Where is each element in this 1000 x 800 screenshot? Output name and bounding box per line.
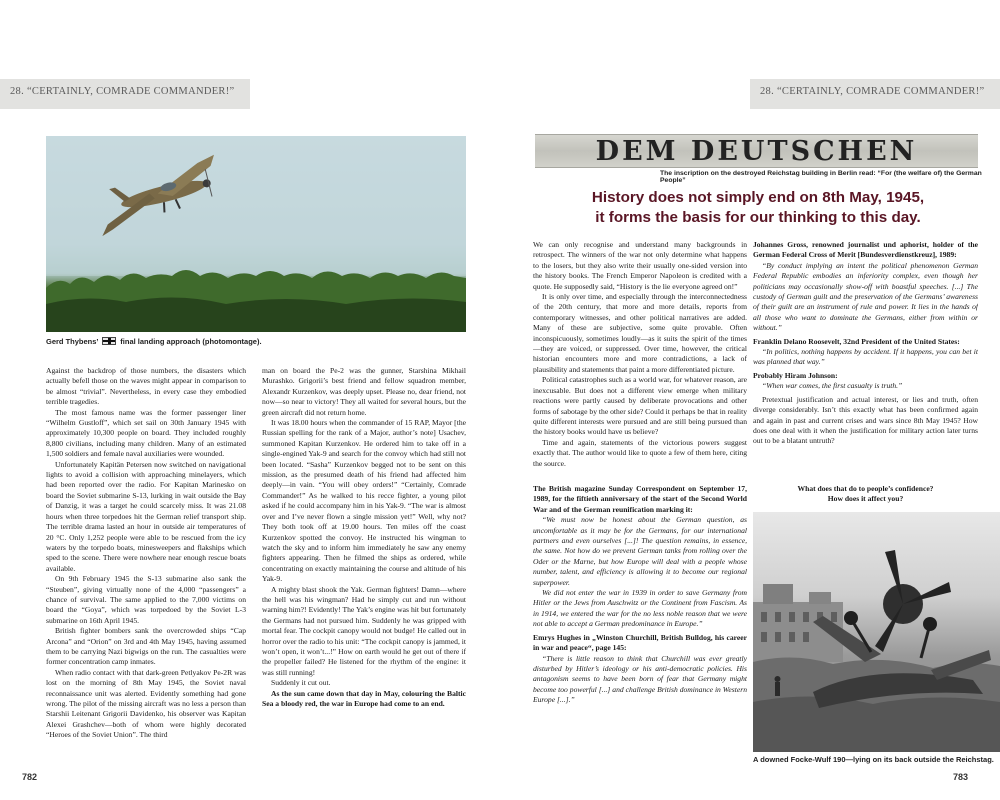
paragraph: On 9th February 1945 the S-13 submarine also sank the “Steuben”, giving virtually none of the 4,000 “passengers” a chance of survival. The same applied to the 7,000 victims on board the “Goya”, which was torpedoed by the Soviet L-3 submarine on 16th April 1945. xyxy=(46,574,246,625)
book-gutter xyxy=(490,0,510,800)
quote-source: Franklin Delano Roosevelt, 32nd President of the United States: xyxy=(753,336,960,346)
quote: “There is little reason to think that Churchill was ever greatly disturbed by Hitler’s ideology or his anti-democratic policies. His antagonism seems to have been born of fear that Germany might become too powerful [...] and challenge British dominance in Western Europe [...].” xyxy=(533,653,747,705)
paragraph: Suddenly it cut out. xyxy=(271,678,331,688)
plane-photo-caption xyxy=(46,337,262,346)
wreck-photo-caption: A downed Focke-Wulf 190—lying on its back outside the Reichstag. xyxy=(753,755,994,764)
banner-text: DEM DEUTSCHEN xyxy=(595,136,918,167)
quote-source: Johannes Gross, renowned journalist und aphorist, holder of the German Federal Cross of Merit [Bundesverdienstkreuz], 1989: xyxy=(753,240,978,260)
quote-source: The British magazine Sunday Correspondent on September 17, 1989, for the fiftieth anniversary of the start of the Second World War and of the German reunification marking it: xyxy=(533,484,747,514)
caption-prefix: Gerd Thybens’ xyxy=(46,337,99,346)
paragraph: man on board the Pe-2 was the gunner, Starshina Mikhail Murashko. Grigorii’s best friend and fellow squadron member, Alexandr Kurzenkov, was deeply upset. Please no, dear friend, not now—so near to victory! They all waited for several hours, but the green aircraft did not return home. xyxy=(262,366,466,417)
paragraph: The most famous name was the former passenger liner “Wilhelm Gustloff”, which set sail on 30th January 1945 with approximately 10,300 people on board. They included roughly 8,800 civilians, including many children. Many of an estimated 1,500 soldiers and female naval auxiliaries were wounded. xyxy=(46,407,246,459)
paragraph: Unfortunately Kapitän Petersen now switched on navigational lights to avoid a collision with approaching minelayers, which had been reported over the radio. For Kapitan Marinesko on board the Soviet submarine S-13, lurking in wait outside the Bay of Danzig, it was a target he could scarcely miss. It was 21.08 hours when three torpedoes hit the German relief transport ship. The terrible drama lasted an hour in outside air temperatures of 20 °C. Only 1,252 people were able to be rescued from the icy waters by the torpedo boats, minesweepers and flakships which sped to the scene. There were nowhere near enough rescue boats available. xyxy=(46,459,246,573)
caption-suffix: final landing approach (photomontage). xyxy=(120,337,262,346)
headline-line-1: History does not simply end on 8th May, 1945, xyxy=(591,189,925,206)
paragraph: It is only over time, and especially through the interconnectedness of the 20th century, that more and more details, reports from contemporary witnesses, and other political narratives are added. Many of these are subjective, some quite provable. Often inconspicuously, sometimes loudly—as it suits the spirit of the times—they are voiced, or suppressed. Over time, however, the critical historian encounters more and more contradictions, a lack of plausibility and statements that paint a more differentiated picture. xyxy=(533,292,747,374)
quote: We did not enter the war in 1939 in order to save Germany from Hitler or the Jews from Auschwitz or the Continent from Fascism. As in 1914, we entered the war for the no less noble reason that we were not able to accept a German predominance in Europe.” xyxy=(533,588,747,629)
paragraph: British fighter bombers sank the overcrowded ships “Cap Arcona” and “Orion” on 3rd and 4th May 1945, having assumed them to be carrying Nazi bigwigs on the run. The casualties were former concentration camp inmates. xyxy=(46,626,246,667)
right-column-1 xyxy=(533,240,747,470)
paragraph: A mighty blast shook the Yak. German fighters! Damn—where the hell was his wingman? Had he simply cut and run without warning him?! Evidently! The Yak’s engine was hit but fortunately the Germans had not pursued him. Suddenly he was gripped with mortal fear. The cockpit canopy would not budge! He called out in horror over the radio to his unit: “The cockpit canopy is jammed, it won’t open, it won’t...!” How on earth would he get out of there if the propeller failed? He listened for the rhythm of the engine: it was still running! xyxy=(262,584,466,677)
banner-caption: The inscription on the destroyed Reichstag building in Berlin read: “For (the welfare of) the German People” xyxy=(660,170,982,184)
chapter-tab-left: 28. “CERTAINLY, COMRADE COMMANDER!” xyxy=(0,79,250,109)
quote-source: Probably Hiram Johnson: xyxy=(753,370,838,380)
quote: “When war comes, the first casualty is truth.” xyxy=(762,381,903,391)
headline xyxy=(540,188,976,228)
plane-photo xyxy=(46,136,466,332)
balkenkreuz-icon xyxy=(102,337,116,345)
right-column-3 xyxy=(533,484,747,784)
paragraph: It was 18.00 hours when the commander of 15 RAP, Mayor [the Russian spelling for the rank of a Major, author’s note] Usachev, summoned Kapitan Kurzenkov. He ordered him to take off in a single-engined Yak-9 and search for the convoy which had still not been located. “Sasha” Kurzenkov begged not to be sent on this mission, as the presumed death of his friend had affected him deeply—in vain. “You will obey orders!” “Certainly, Comrade Commander!” As he walked to his recce fighter, a young pilot asked if he could accompany him in his Yak-9. “The war is almost over and I’ve never flown a single mission yet!” Well, why not? They both took off at 19.00 hours. Ten miles off the coast Kurzenkov spotted the convoy. He instructed his wingman to watch the sky and to inform him immediately he saw any enemy fighters appearing. Then he filmed the ships as ordered, while concentrating on exactly maintaining the course and altitude of his Yak-9. xyxy=(262,418,466,584)
paragraph: We can only recognise and understand many backgrounds in retrospect. The winners of the war not only determine what happens to the losers, but they also write their usually one-sided version into the history books. The French Emperor Napoleon is credited with a quote. He supposedly said, “History is the lie everyone agreed on!” xyxy=(533,240,747,291)
left-column-1 xyxy=(46,366,246,746)
right-page xyxy=(510,0,1000,800)
paragraph: Political catastrophes such as a world war, for whatever reason, are inexcusable. But does not a different view emerge when military reactions were partly caused by deliberate provocations and other forms of sabotage by the other side? Could it perhaps be that in reality quite different interests were pursued and are still being pursued than the history books would have us believe? xyxy=(533,375,747,437)
paragraph: Time and again, statements of the victorious powers suggest exactly that. The author would like to quote a few of them here, citing the source. xyxy=(533,437,747,468)
left-column-2 xyxy=(262,366,466,726)
question-line-2: How does it affect you? xyxy=(827,494,904,504)
wreck-photo xyxy=(753,512,1000,752)
right-column-2 xyxy=(753,240,978,475)
quote: “By conduct implying an intent the political phenomenon German Federal Republic embodies an inferiority complex, even though her politicians may occasionally show-off with boastful speeches. [...] The custody of German guilt and the preservation of the Germans’ awareness of their guilt are an instrument of rule and power. It lies in the hands of all those who want to dominate the Germans, either from within or without.” xyxy=(753,260,978,333)
reichstag-inscription-banner xyxy=(535,134,978,168)
plane-photo-illustration xyxy=(46,136,466,332)
paragraph: Against the backdrop of those numbers, the disasters which actually befell those on the waves might appear in comparison to be almost “trivial”. Nevertheless, in every case they embodied terrible tragedies. xyxy=(46,366,246,407)
headline-line-2: it forms the basis for our thinking to this day. xyxy=(595,209,921,226)
question-block xyxy=(753,484,978,505)
quote: “We must now be honest about the German question, as uncomfortable as it may be for the Germans, for our international partners and even ourselves [...]! The question remains, in essence, the same. Not how do we prevent German tanks from rolling over the Oder or the Marne, but how Europe will deal with a people whose number, talent, and efficiency is allowing it to become our regional superpower. xyxy=(533,515,747,587)
wreck-photo-illustration xyxy=(753,512,1000,752)
quote-source: Emrys Hughes in „Winston Churchill, British Bulldog, his career in war and peace“, page 145: xyxy=(533,632,747,653)
page-number-right: 783 xyxy=(953,772,969,782)
paragraph: Pretextual justification and actual interest, or lies and truth, often diverge considerably. Isn’t this exactly what has been confirmed again and again in past and current crises and wars since 8th May 1945? How does one deal with it when the justification for military action later turns out to be a blatant untruth? xyxy=(753,394,978,446)
page-number-left: 782 xyxy=(22,772,38,782)
paragraph: As the sun came down that day in May, colouring the Baltic Sea a bloody red, the war in Europe had come to an end. xyxy=(262,688,466,708)
question-line-1: What does that do to people’s confidence? xyxy=(797,484,934,493)
quote: “In politics, nothing happens by accident. If it happens, you can bet it was planned that way.” xyxy=(753,347,978,367)
paragraph: When radio contact with that dark-green Petlyakov Pe-2R was lost on the morning of 8th May 1945, the Soviet naval reconnaissance unit was alerted. Evidently something had gone wrong. The pilot of the missing aircraft was no less a person than Starshii Leitenant Grigorii Davidenko, his observer was Kapitan Alexei Grashchev—both of whom were highly decorated “Heroes of the Soviet Union”. The third xyxy=(46,667,246,740)
chapter-tab-right: 28. “CERTAINLY, COMRADE COMMANDER!” xyxy=(750,79,1000,109)
left-page xyxy=(0,0,490,800)
